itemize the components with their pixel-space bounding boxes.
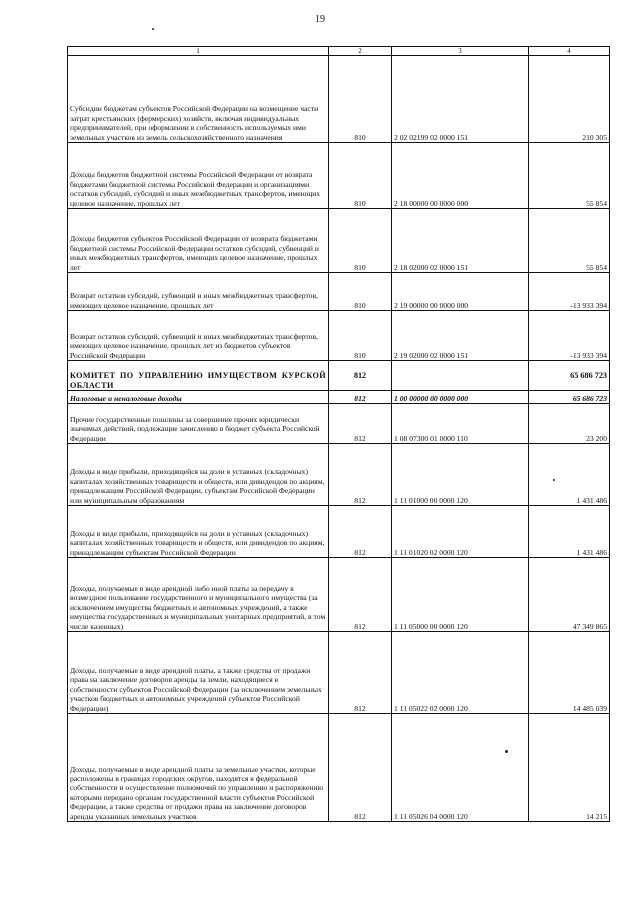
row-admin-code: 812 [329, 632, 392, 714]
table-row [68, 714, 610, 822]
table-row [68, 444, 610, 506]
row-amount: -13 933 394 [529, 273, 610, 311]
table-row [68, 632, 610, 714]
row-description: Доходы в виде прибыли, приходящейся на доли в уставных (складочных) капиталах хозяйственных товариществ и обществ, или дивидендов по акциям, принадлежащим субъектам Российской Федерации [68, 506, 329, 558]
row-description: Доходы в виде прибыли, приходящейся на доли в уставных (складочных) капиталах хозяйственных товариществ и обществ, или дивидендов по акциям, принадлежащим Российской Федерации, субъектам Российской Федерации или муниципальным образованиям [68, 444, 329, 506]
row-amount: 14 485 039 [529, 632, 610, 714]
table-header-row [68, 47, 610, 56]
header-col-4: 4 [529, 47, 610, 56]
row-description: Доходы, получаемые в виде арендной платы, а также средства от продажи права на заключение договоров аренды за земли, находящиеся в собственности субъектов Российской Федерации (за исключением земельных участков бюджетных и автономных учреждений субъектов Российской Федерации) [68, 632, 329, 714]
table-row [68, 506, 610, 558]
row-budget-code: 2 19 00000 00 0000 000 [392, 273, 529, 311]
row-description: Доходы бюджетов субъектов Российской Федерации от возврата бюджетами бюджетной системы Российской Федерации остатков субсидий, субвенций и иных межбюджетных трансфертов, имеющих целевое назначение, прошлых лет [68, 209, 329, 273]
revenue-table [67, 46, 610, 822]
row-description: Доходы, получаемые в виде арендной либо иной платы за передачу в возмездное пользование государственного и муниципального имущества (за исключением имущества бюджетных и автономных учреждений, а также имущества государственных и муниципальных унитарных предприятий, в том числе казенных) [68, 558, 329, 632]
row-amount: 23 200 [529, 404, 610, 444]
row-amount: 14 215 [529, 714, 610, 822]
row-admin-code: 812 [329, 444, 392, 506]
row-description: Субсидии бюджетам субъектов Российской Федерации на возмещение части затрат крестьянских (фермерских) хозяйств, включая индивидуальных предпринимателей, при оформлении в собственность используемых ими земельных участков из земель сельскохозяйственного назначения [68, 56, 329, 143]
table-row-subtotal [68, 391, 610, 404]
row-description: Прочие государственные пошлины за совершение прочих юридически значимых действий, подлежащие зачислению в бюджет субъекта Российской Федерации [68, 404, 329, 444]
row-budget-code: 1 11 01000 00 0000 120 [392, 444, 529, 506]
row-amount: 1 431 486 [529, 506, 610, 558]
row-description: Возврат остатков субсидий, субвенций и иных межбюджетных трансфертов, имеющих целевое назначение, прошлых лет [68, 273, 329, 311]
row-budget-code: 1 00 00000 00 0000 000 [392, 391, 529, 404]
row-amount: 47 349 865 [529, 558, 610, 632]
row-admin-code: 812 [329, 506, 392, 558]
row-admin-code: 810 [329, 311, 392, 361]
row-description: Доходы бюджетов бюджетной системы Российской Федерации от возврата бюджетами бюджетной системы Российской Федерации и организациями остатков субсидий, субсидий и иных межбюджетных трансфертов, имеющих целевое назначение, прошлых лет [68, 143, 329, 209]
row-budget-code: 2 02 02199 02 0000 151 [392, 56, 529, 143]
table-row [68, 56, 610, 143]
row-budget-code: 2 18 02000 02 0000 151 [392, 209, 529, 273]
row-budget-code: 1 08 07300 01 0000 110 [392, 404, 529, 444]
table-row [68, 143, 610, 209]
row-amount: 55 854 [529, 143, 610, 209]
row-admin-code: 812 [329, 391, 392, 404]
row-budget-code: 1 11 05022 02 0000 120 [392, 632, 529, 714]
page-number: 19 [315, 14, 325, 25]
row-amount: 1 431 486 [529, 444, 610, 506]
row-budget-code [392, 361, 529, 391]
header-col-2: 2 [329, 47, 392, 56]
row-budget-code: 1 11 05000 00 0000 120 [392, 558, 529, 632]
table-row [68, 404, 610, 444]
row-amount: 65 686 723 [529, 361, 610, 391]
row-description: Доходы, получаемые в виде арендной платы за земельные участки, которые расположены в границах городских округов, находятся в федеральной собственности и осуществление полномочий по управлению и распоряжению которыми передано органам государственной власти субъектов Российской Федерации, а также средства от продажи права на заключение договоров аренды указанных земельных участков [68, 714, 329, 822]
row-budget-code: 1 11 05026 04 0000 120 [392, 714, 529, 822]
row-amount: -13 933 394 [529, 311, 610, 361]
row-description: Налоговые и неналоговые доходы [68, 391, 329, 404]
row-budget-code: 1 11 01020 02 0000 120 [392, 506, 529, 558]
row-admin-code: 812 [329, 714, 392, 822]
row-description: КОМИТЕТ ПО УПРАВЛЕНИЮ ИМУЩЕСТВОМ КУРСКОЙ ОБЛАСТИ [68, 361, 329, 391]
row-admin-code: 812 [329, 361, 392, 391]
row-amount: 55 854 [529, 209, 610, 273]
row-amount: 210 305 [529, 56, 610, 143]
header-col-3: 3 [392, 47, 529, 56]
row-admin-code: 812 [329, 558, 392, 632]
row-admin-code: 810 [329, 143, 392, 209]
row-budget-code: 2 19 02000 02 0000 151 [392, 311, 529, 361]
row-admin-code: 810 [329, 56, 392, 143]
row-admin-code: 810 [329, 273, 392, 311]
header-col-1: 1 [68, 47, 329, 56]
table-row [68, 209, 610, 273]
table-row [68, 273, 610, 311]
table-row-committee [68, 361, 610, 391]
table-row [68, 558, 610, 632]
row-admin-code: 810 [329, 209, 392, 273]
scan-speck [152, 28, 154, 30]
table-row [68, 311, 610, 361]
row-budget-code: 2 18 00000 00 0000 000 [392, 143, 529, 209]
row-admin-code: 812 [329, 404, 392, 444]
row-amount: 65 686 723 [529, 391, 610, 404]
row-description: Возврат остатков субсидий, субвенций и иных межбюджетных трансфертов, имеющих целевое назначение, прошлых лет из бюджетов субъектов Российской Федерации [68, 311, 329, 361]
